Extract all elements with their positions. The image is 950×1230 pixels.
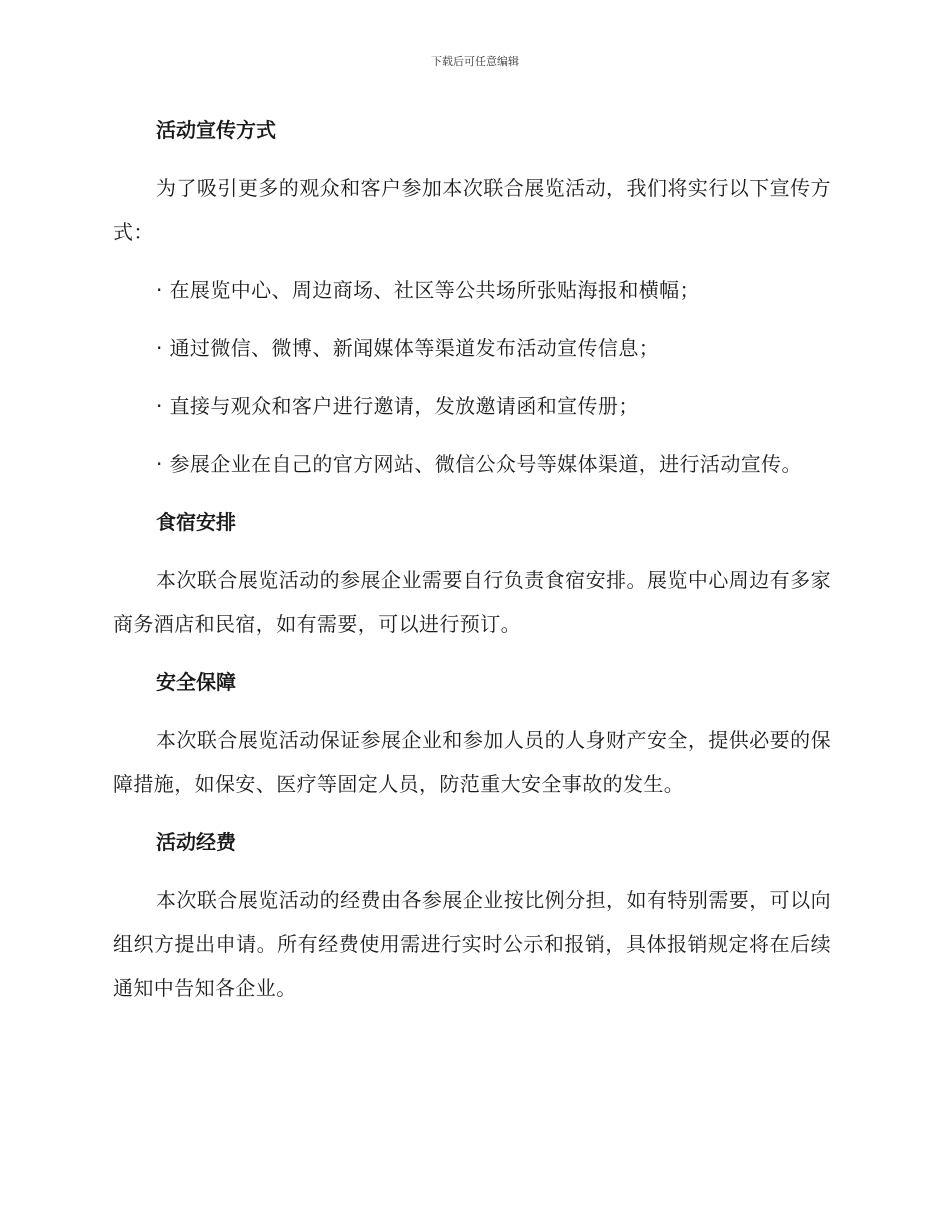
section-heading-promotion: 活动宣传方式 bbox=[156, 118, 276, 142]
promotion-bullet-item: · 通过微信、微博、新闻媒体等渠道发布活动宣传信息； bbox=[156, 336, 660, 360]
document-body bbox=[113, 108, 831, 1024]
promotion-bullet-item: · 在展览中心、周边商场、社区等公共场所张贴海报和横幅； bbox=[156, 278, 700, 302]
header-note: 下载后可任意编辑 bbox=[431, 55, 519, 68]
section-heading-safety: 安全保障 bbox=[156, 670, 236, 694]
promotion-bullet-item: · 直接与观众和客户进行邀请，发放邀请函和宣传册； bbox=[156, 394, 639, 418]
section-heading-funding: 活动经费 bbox=[156, 830, 236, 854]
promotion-bullet-item: · 参展企业在自己的官方网站、微信公众号等媒体渠道，进行活动宣传。 bbox=[156, 452, 802, 476]
safety-paragraph: 本次联合展览活动保证参展企业和参加人员的人身财产安全，提供必要的保障措施，如保安、医疗等固定人员，防范重大安全事故的发生。 bbox=[113, 728, 831, 796]
funding-paragraph: 本次联合展览活动的经费由各参展企业按比例分担，如有特别需要，可以向组织方提出申请。所有经费使用需进行实时公示和报销，具体报销规定将在后续通知中告知各企业。 bbox=[113, 888, 831, 1000]
lodging-paragraph: 本次联合展览活动的参展企业需要自行负责食宿安排。展览中心周边有多家商务酒店和民宿，如有需要，可以进行预订。 bbox=[113, 568, 831, 636]
section-heading-lodging: 食宿安排 bbox=[156, 510, 236, 534]
promotion-intro-paragraph: 为了吸引更多的观众和客户参加本次联合展览活动，我们将实行以下宣传方式： bbox=[113, 176, 831, 244]
